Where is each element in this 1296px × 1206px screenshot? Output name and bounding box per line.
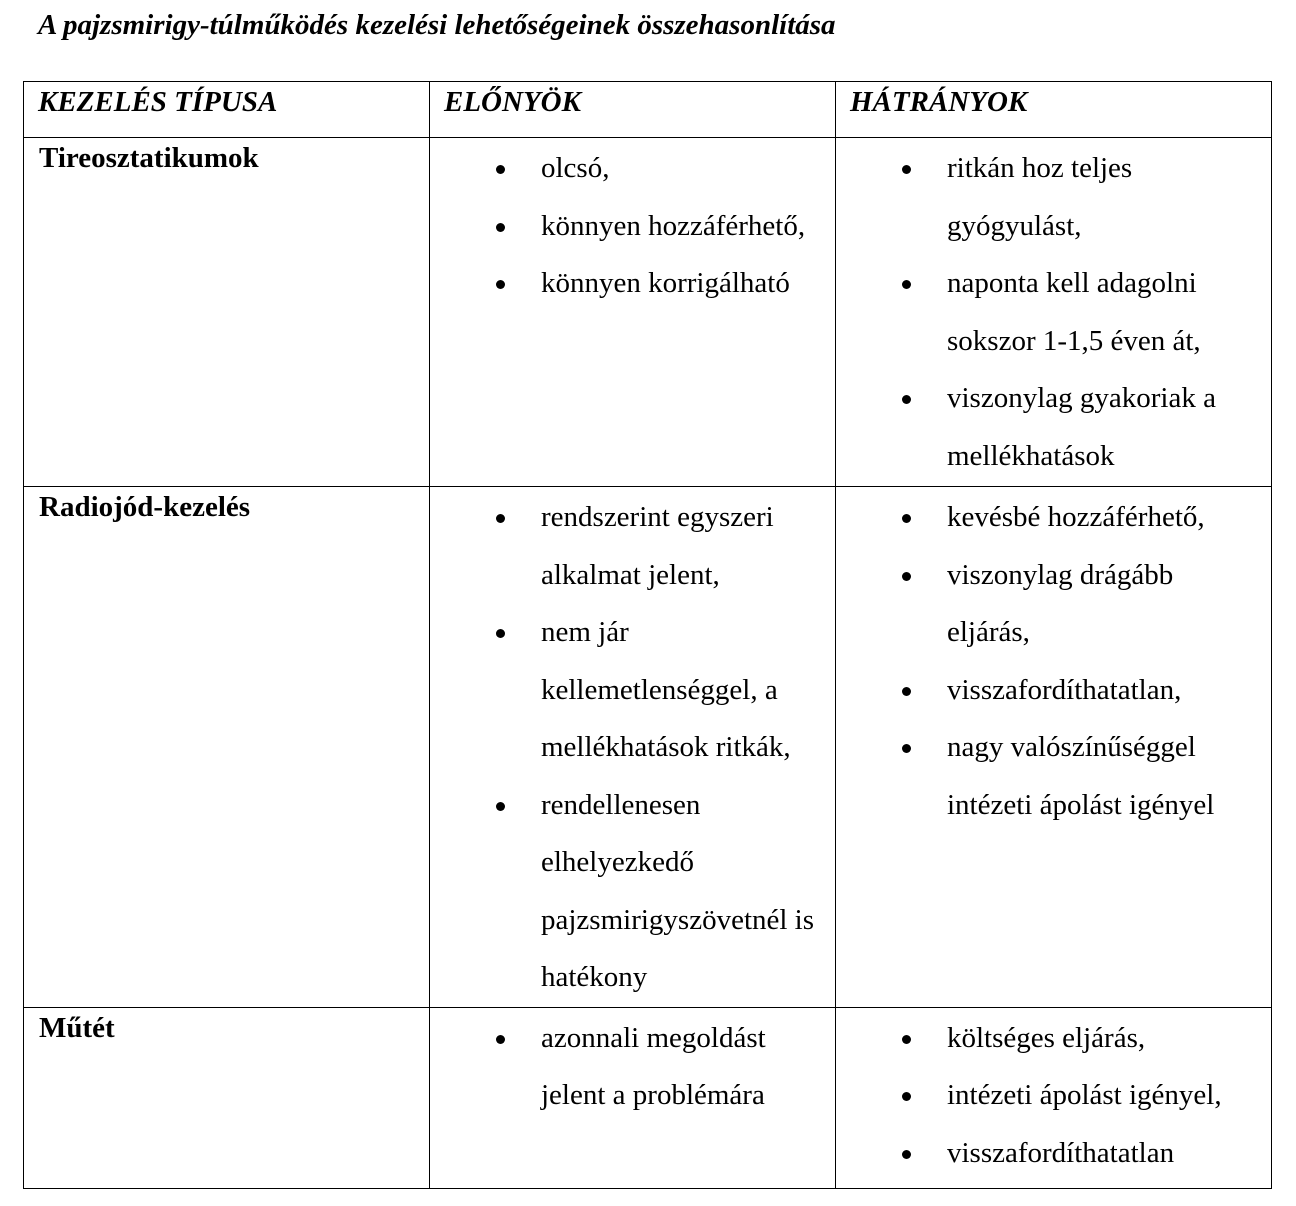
disadvantages-list (836, 1008, 1271, 1183)
list-item: nem jár kellemetlenséggel, a mellékhatások ritkák, (430, 604, 835, 777)
advantages-cell (430, 487, 836, 1008)
disadvantages-list (836, 138, 1271, 485)
list-item: nagy valószínűséggel intézeti ápolást igényel (836, 719, 1271, 834)
advantages-cell (430, 1007, 836, 1188)
list-item: rendszerint egyszeri alkalmat jelent, (430, 489, 835, 604)
advantages-list (430, 487, 835, 1007)
list-item: naponta kell adagolni sokszor 1-1,5 éven át, (836, 255, 1271, 370)
list-item: viszonylag gyakoriak a mellékhatások (836, 370, 1271, 485)
table-row (24, 138, 1272, 487)
list-item: viszonylag drágább eljárás, (836, 547, 1271, 662)
disadvantages-list (836, 487, 1271, 834)
header-advantages: ELŐNYÖK (430, 82, 836, 138)
table-row (24, 487, 1272, 1008)
list-item: költséges eljárás, (836, 1010, 1271, 1068)
advantages-list (430, 1008, 835, 1125)
list-item: intézeti ápolást igényel, (836, 1067, 1271, 1125)
list-item: visszafordíthatatlan (836, 1125, 1271, 1183)
list-item: könnyen korrigálható (430, 255, 835, 313)
list-item: kevésbé hozzáférhető, (836, 489, 1271, 547)
comparison-table (23, 81, 1272, 1189)
table-row (24, 1007, 1272, 1188)
disadvantages-cell (836, 138, 1272, 487)
disadvantages-cell (836, 487, 1272, 1008)
treatment-type-cell: Tireosztatikumok (24, 138, 430, 487)
table-header-row (24, 82, 1272, 138)
list-item: ritkán hoz teljes gyógyulást, (836, 140, 1271, 255)
disadvantages-cell (836, 1007, 1272, 1188)
advantages-cell (430, 138, 836, 487)
list-item: könnyen hozzáférhető, (430, 198, 835, 256)
header-disadvantages: HÁTRÁNYOK (836, 82, 1272, 138)
document-title: A pajzsmirigy-túlműködés kezelési lehetőségeinek összehasonlítása (38, 9, 836, 41)
advantages-list (430, 138, 835, 313)
list-item: visszafordíthatatlan, (836, 662, 1271, 720)
list-item: azonnali megoldást jelent a problémára (430, 1010, 835, 1125)
treatment-type-cell: Műtét (24, 1007, 430, 1188)
list-item: olcsó, (430, 140, 835, 198)
header-treatment-type: KEZELÉS TÍPUSA (24, 82, 430, 138)
list-item: rendellenesen elhelyezkedő pajzsmirigyszövetnél is hatékony (430, 777, 835, 1007)
treatment-type-cell: Radiojód-kezelés (24, 487, 430, 1008)
